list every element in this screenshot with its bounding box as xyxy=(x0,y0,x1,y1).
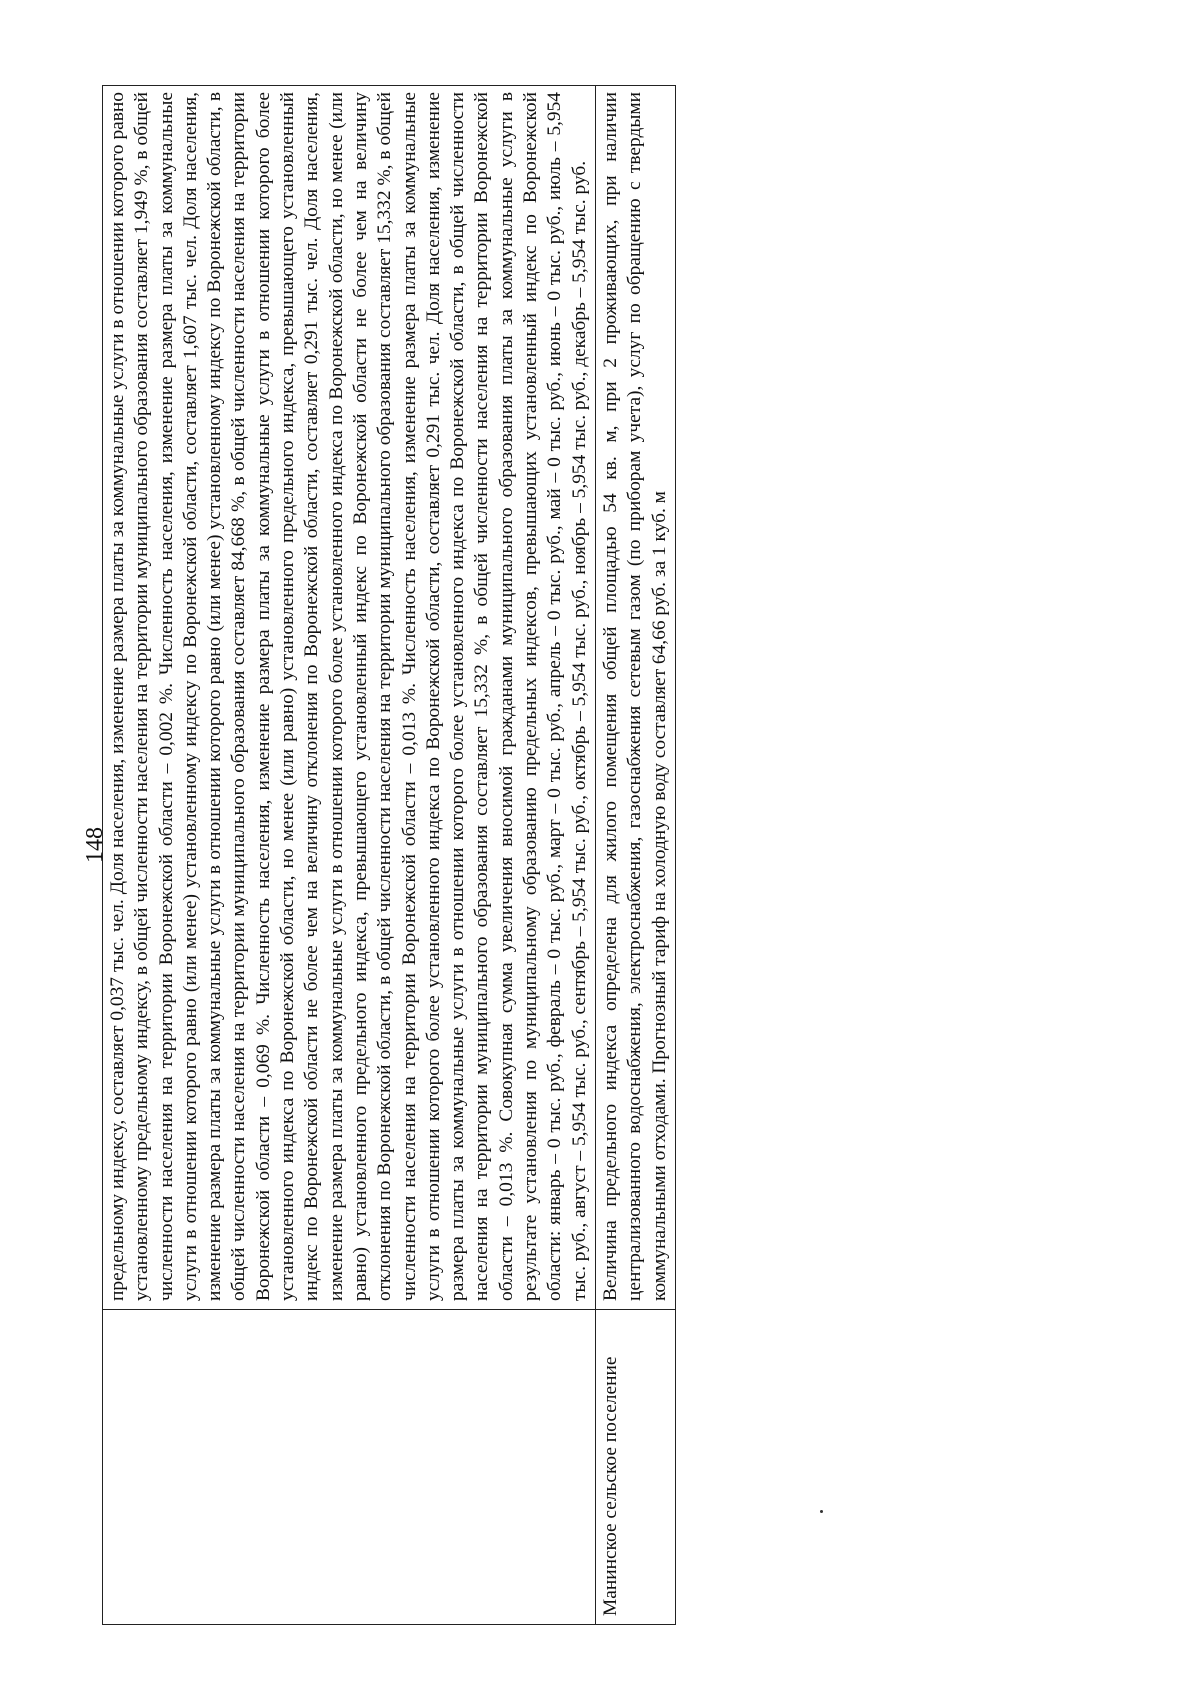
description-cell: Величина предельного индекса определена для жилого помещения общей площадью 54 кв. м, при 2 проживающих, при наличии централизованного водоснабжения, электроснабжения, газоснабжения сетевым газом (по приборам учета), услуг по обращению с твердыми коммунальными отходами. Прогнозный тариф на холодную воду составляет 64,66 руб. за 1 куб. м xyxy=(595,86,675,1310)
rotated-page xyxy=(80,85,1120,1625)
municipality-cell: Манинское сельское поселение xyxy=(595,1310,675,1625)
table-row xyxy=(103,86,596,1625)
page-number: 148 xyxy=(82,827,108,863)
tariff-table xyxy=(102,85,676,1625)
description-cell: предельному индексу, составляет 0,037 тыс. чел. Доля населения, изменение размера платы за коммунальные услуги в отношении которого равно установленному предельному индексу, в общей численности населения на территории муниципального образования составляет 1,949 %, в общей численности населения на территории Воронежской области – 0,002 %. Численность населения, изменение размера платы за коммунальные услуги в отношении которого равно (или менее) установленному индексу по Воронежской области, составляет 1,607 тыс. чел. Доля населения, изменение размера платы за коммунальные услуги в отношении которого равно (или менее) установленному индексу по Воронежской области, в общей численности населения на территории муниципального образования составляет 84,668 %, в общей численности населения на территории Воронежской области – 0,069 %. Численность населения, изменение размера платы за коммунальные услуги в отношении которого более установленного индекса по Воронежской области, но менее (или равно) установленного предельного индекса, превышающего установленный индекс по Воронежской области не более чем на величину отклонения по Воронежской области, составляет 0,291 тыс. чел. Доля населения, изменение размера платы за коммунальные услуги в отношении которого более установленного индекса по Воронежской области, но менее (или равно) установленного предельного индекса, превышающего установленный индекс по Воронежской области не более чем на величину отклонения по Воронежской области, в общей численности населения на территории муниципального образования составляет 15,332 %, в общей численности населения на территории Воронежской области – 0,013 %. Численность населения, изменение размера платы за коммунальные услуги в отношении которого более установленного индекса по Воронежской области, составляет 0,291 тыс. чел. Доля населения, изменение размера платы за коммунальные услуги в отношении которого более установленного индекса по Воронежской области, в общей численности населения на территории муниципального образования составляет 15,332 %, в общей численности населения на территории Воронежской области – 0,013 %. Совокупная сумма увеличения вносимой гражданами муниципального образования платы за коммунальные услуги в результате установления по муниципальному образованию предельных индексов, превышающих установленный индекс по Воронежской области: январь – 0 тыс. руб., февраль – 0 тыс. руб., март – 0 тыс. руб., апрель – 0 тыс. руб., май – 0 тыс. руб., июнь – 0 тыс. руб., июль – 5,954 тыс. руб., август – 5,954 тыс. руб., сентябрь – 5,954 тыс. руб., октябрь – 5,954 тыс. руб., ноябрь – 5,954 тыс. руб., декабрь – 5,954 тыс. руб. xyxy=(103,86,596,1310)
municipality-cell xyxy=(103,1310,596,1625)
scan-speck xyxy=(820,1510,823,1513)
table-row xyxy=(595,86,675,1625)
